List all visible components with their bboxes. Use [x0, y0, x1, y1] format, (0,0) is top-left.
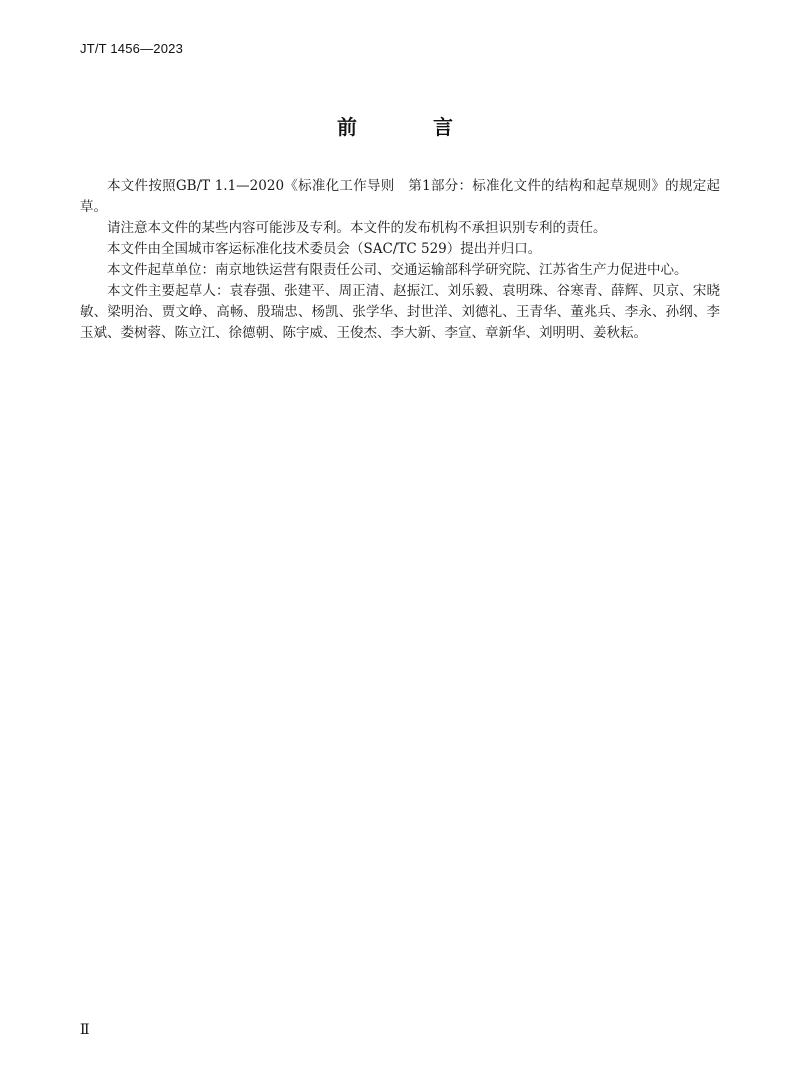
page-number: Ⅱ: [80, 1023, 90, 1038]
page-title: 前 言: [337, 115, 481, 139]
body-text: [80, 176, 720, 344]
paragraph-proposer: 本文件由全国城市客运标准化技术委员会（SAC/TC 529）提出并归口。: [107, 241, 542, 257]
paragraph-drafting-units: 本文件起草单位：南京地铁运营有限责任公司、交通运输部科学研究院、江苏省生产力促进中心。: [107, 262, 688, 278]
paragraph-drafting-basis: 本文件按照GB/T 1.1—2020《标准化工作导则 第1部分：标准化文件的结构和起草规则》的规定起草。: [80, 178, 720, 215]
paragraph-drafters: 本文件主要起草人：袁春强、张建平、周正清、赵振江、刘乐毅、袁明珠、谷寒青、薛辉、贝京、宋晓敏、梁明治、贾文峥、高畅、殷瑞忠、杨凯、张学华、封世洋、刘德礼、王青华、董兆兵、李永、孙纲、李玉斌、娄树蓉、陈立江、徐德朝、陈宇威、王俊杰、李大新、李宣、章新华、刘明明、姜秋耘。: [80, 283, 720, 341]
paragraph-patent-notice: 请注意本文件的某些内容可能涉及专利。本文件的发布机构不承担识别专利的责任。: [107, 220, 607, 236]
standard-code-header: JT/T 1456—2023: [80, 41, 184, 56]
